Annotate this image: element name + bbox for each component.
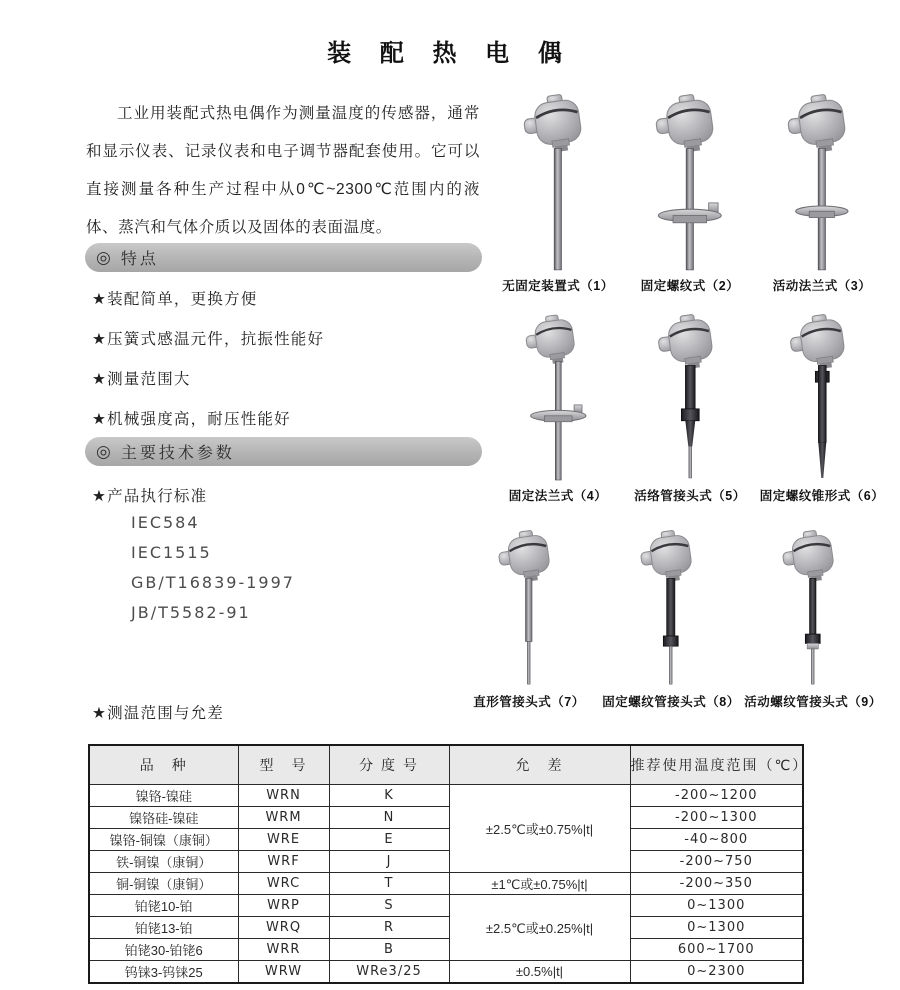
thermocouple-image-plain <box>495 94 621 272</box>
cell-tolerance: ±2.5℃或±0.25%|t| <box>449 895 630 961</box>
cell-kind: 镍铬-铜镍（康铜） <box>89 829 238 851</box>
thermocouple-figure-6 <box>756 314 888 504</box>
cell-graduation: T <box>329 873 449 895</box>
cell-graduation: WRe3/25 <box>329 961 449 984</box>
standard-item: IEC1515 <box>131 543 212 562</box>
table-row <box>89 785 803 807</box>
feature-item: ★机械强度高，耐压性能好 <box>92 411 291 428</box>
thermocouple-image-movable-flange <box>759 94 885 272</box>
cell-kind: 铁-铜镍（康铜） <box>89 851 238 873</box>
cell-kind: 镍铬硅-镍硅 <box>89 807 238 829</box>
cell-model: WRR <box>238 939 329 961</box>
table-row <box>89 851 803 873</box>
double-circle-icon: ◎ <box>96 442 111 461</box>
cell-kind: 铂铑30-铂铑6 <box>89 939 238 961</box>
figure-row-3 <box>458 530 884 710</box>
thermocouple-image-union-joint <box>631 314 750 482</box>
cell-kind: 钨铼3-钨铼25 <box>89 961 238 984</box>
cell-range: -200~1300 <box>630 807 803 829</box>
table-row <box>89 829 803 851</box>
thermocouple-figure-9 <box>742 530 884 710</box>
standard-item: GB/T16839-1997 <box>131 573 295 592</box>
figure-row-2 <box>492 314 888 504</box>
thermocouple-image-fixed-pipe-joint <box>615 530 727 688</box>
cell-model: WRN <box>238 785 329 807</box>
thermocouple-image-taper-thread <box>763 314 882 482</box>
figure-caption: 无固定装置式（1） <box>502 279 614 293</box>
thermocouple-figure-4 <box>492 314 624 504</box>
table-row <box>89 807 803 829</box>
col-header-tolerance: 允 差 <box>449 745 630 785</box>
thermocouple-image-threaded <box>627 94 753 272</box>
cell-model: WRF <box>238 851 329 873</box>
figure-caption: 固定螺纹锥形式（6） <box>759 489 885 503</box>
cell-graduation: B <box>329 939 449 961</box>
cell-range: 0~2300 <box>630 961 803 984</box>
cell-tolerance: ±0.5%|t| <box>449 961 630 984</box>
cell-kind: 铂铑10-铂 <box>89 895 238 917</box>
table-row <box>89 873 803 895</box>
cell-model: WRE <box>238 829 329 851</box>
figure-caption: 活动法兰式（3） <box>772 279 872 293</box>
cell-graduation: N <box>329 807 449 829</box>
cell-tolerance: ±2.5℃或±0.75%|t| <box>449 785 630 873</box>
cell-model: WRW <box>238 961 329 984</box>
thermocouple-image-straight-joint <box>473 530 585 688</box>
features-list <box>92 287 324 447</box>
standard-item: IEC584 <box>131 513 200 532</box>
figure-caption: 直形管接头式（7） <box>473 695 585 709</box>
table-row <box>89 895 803 917</box>
spec-table-header <box>89 745 809 785</box>
spec-table <box>88 744 809 984</box>
thermocouple-image-fixed-flange <box>499 314 618 482</box>
figure-caption: 活络管接头式（5） <box>634 489 746 503</box>
table-row <box>89 961 803 984</box>
col-header-model: 型 号 <box>238 745 329 785</box>
cell-range: -200~1200 <box>630 785 803 807</box>
cell-range: -200~350 <box>630 873 803 895</box>
thermocouple-figure-8 <box>600 530 742 710</box>
thermocouple-image-movable-pipe-joint <box>757 530 869 688</box>
figure-caption: 活动螺纹管接头式（9） <box>744 695 882 709</box>
col-header-range: 推荐使用温度范围（℃） <box>630 745 803 785</box>
double-circle-icon: ◎ <box>96 248 111 267</box>
page-title: 装 配 热 电 偶 <box>327 40 573 67</box>
cell-range: -200~750 <box>630 851 803 873</box>
thermocouple-figure-2 <box>624 94 756 294</box>
section-header-features <box>85 243 482 272</box>
cell-model: WRC <box>238 873 329 895</box>
cell-kind: 铜-铜镍（康铜） <box>89 873 238 895</box>
intro-paragraph: 工业用装配式热电偶作为测量温度的传感器，通常和显示仪表、记录仪表和电子调节器配套使用。它可以直接测量各种生产过程中从0℃~2300℃范围内的液体、蒸汽和气体介质以及固体的表面温度。 <box>86 105 480 236</box>
range-heading: ★测温范围与允差 <box>92 705 224 722</box>
standards-heading: ★产品执行标准 <box>92 488 208 505</box>
feature-item: ★压簧式感温元件，抗振性能好 <box>92 331 325 348</box>
cell-graduation: J <box>329 851 449 873</box>
thermocouple-figure-3 <box>756 94 888 294</box>
cell-graduation: S <box>329 895 449 917</box>
cell-model: WRP <box>238 895 329 917</box>
figure-caption: 固定螺纹式（2） <box>640 279 740 293</box>
cell-graduation: K <box>329 785 449 807</box>
feature-item: ★测量范围大 <box>92 371 191 388</box>
cell-graduation: R <box>329 917 449 939</box>
feature-item: ★装配简单，更换方便 <box>92 291 258 308</box>
cell-model: WRM <box>238 807 329 829</box>
thermocouple-figure-1 <box>492 94 624 294</box>
col-header-graduation: 分 度 号 <box>329 745 449 785</box>
cell-range: 0~1300 <box>630 917 803 939</box>
cell-tolerance: ±1℃或±0.75%|t| <box>449 873 630 895</box>
cell-range: -40~800 <box>630 829 803 851</box>
figure-row-1 <box>492 94 888 294</box>
cell-model: WRQ <box>238 917 329 939</box>
tech-params-heading: 主要技术参数 <box>120 445 235 462</box>
cell-kind: 铂铑13-铂 <box>89 917 238 939</box>
cell-range: 600~1700 <box>630 939 803 961</box>
col-header-kind: 品 种 <box>89 745 238 785</box>
thermocouple-figure-7 <box>458 530 600 710</box>
cell-kind: 镍铬-镍硅 <box>89 785 238 807</box>
thermocouple-figure-5 <box>624 314 756 504</box>
table-row <box>89 939 803 961</box>
standards-list <box>131 513 295 633</box>
standard-item: JB/T5582-91 <box>131 603 251 622</box>
table-row <box>89 917 803 939</box>
cell-graduation: E <box>329 829 449 851</box>
figure-caption: 固定法兰式（4） <box>508 489 608 503</box>
figure-caption: 固定螺纹管接头式（8） <box>602 695 740 709</box>
section-header-tech-params <box>85 437 482 466</box>
cell-range: 0~1300 <box>630 895 803 917</box>
features-heading: 特点 <box>120 251 159 268</box>
